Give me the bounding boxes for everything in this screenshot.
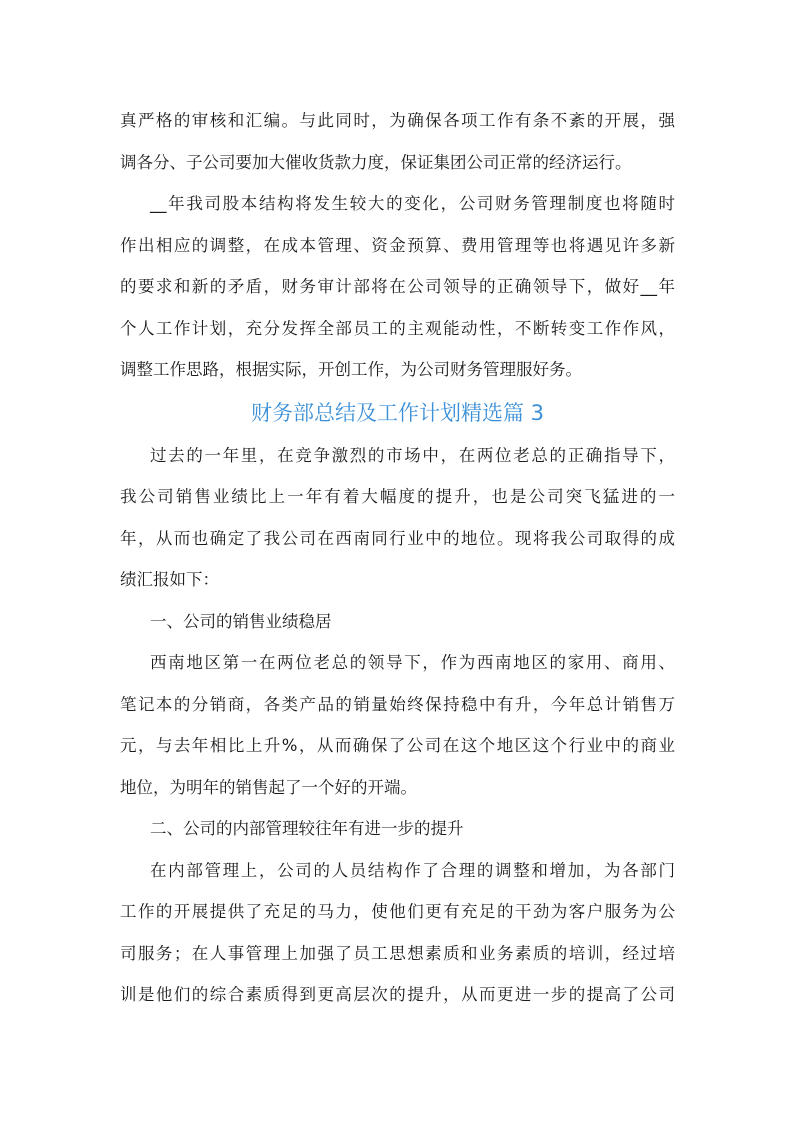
- paragraph-management: [120, 850, 675, 1016]
- text-line: 地位，为明年的销售起了一个好的开端。: [120, 777, 417, 797]
- section-heading: 财务部总结及工作计划精选篇 3: [250, 400, 545, 425]
- subsection-title-sales: 一、公司的销售业绩稳居: [150, 611, 332, 631]
- intro-paragraph: [120, 100, 675, 183]
- text-line: 绩汇报如下：: [120, 570, 219, 589]
- text-line: 年，从而也确定了我公司在西南同行业中的地位。现将我公司取得的成: [120, 528, 675, 548]
- text-line: __年我司股本结构将发生较大的变化，公司财务管理制度也将随时: [150, 194, 675, 213]
- text-line: 元，与去年相比上升%，从而确保了公司在这个地区这个行业中的商业: [120, 736, 675, 755]
- text-line: 笔记本的分销商，各类产品的销量始终保持稳中有升，今年总计销售万: [120, 694, 675, 714]
- text-line: 真严格的审核和汇编。与此同时，为确保各项工作有条不紊的开展，强: [120, 111, 675, 130]
- paragraph-stock-structure: [120, 183, 675, 391]
- text-line: 调整工作思路，根据实际，开创工作，为公司财务管理服好务。: [120, 360, 582, 379]
- paragraph-sales: [120, 642, 675, 808]
- text-line: 在内部管理上，公司的人员结构作了合理的调整和增加，为各部门: [150, 860, 675, 880]
- text-line: 工作的开展提供了充足的马力，使他们更有充足的干劲为客户服务为公: [120, 902, 675, 921]
- text-line: 作出相应的调整，在成本管理、资金预算、费用管理等也将遇见许多新: [120, 235, 675, 255]
- text-line: 训是他们的综合素质得到更高层次的提升，从而更进一步的提高了公司: [120, 985, 675, 1004]
- text-line: 个人工作计划，充分发挥全部员工的主观能动性，不断转变工作作风，: [120, 318, 675, 338]
- text-line: 调各分、子公司要加大催收货款力度，保证集团公司正常的经济运行。: [120, 152, 632, 172]
- document-page: [120, 100, 675, 1016]
- paragraph-past-year: [120, 435, 675, 601]
- text-line: 的要求和新的矛盾，财务审计部将在公司领导的正确领导下，做好__年: [120, 277, 675, 296]
- subsection-title-management: 二、公司的内部管理较往年有进一步的提升: [150, 819, 464, 838]
- text-line: 司服务；在人事管理上加强了员工思想素质和业务素质的培训，经过培: [120, 943, 675, 963]
- text-line: 西南地区第一在两位老总的领导下，作为西南地区的家用、商用、: [150, 653, 675, 672]
- text-line: 我公司销售业绩比上一年有着大幅度的提升，也是公司突飞猛进的一: [120, 487, 675, 506]
- text-line: 过去的一年里，在竞争激烈的市场中，在两位老总的正确指导下，: [150, 445, 675, 465]
